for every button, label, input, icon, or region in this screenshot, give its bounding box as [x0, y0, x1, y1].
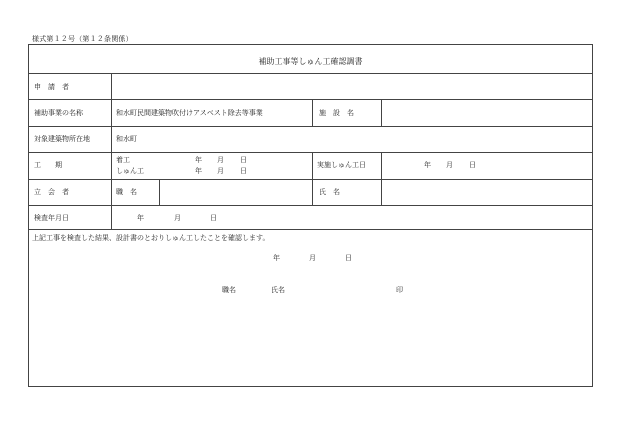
signer-name-label: 氏名 — [271, 286, 285, 294]
completion-date-label: 実施しゅん工日 — [317, 161, 366, 169]
witness-name-label: 氏 名 — [319, 188, 340, 196]
facility-name-label: 施 設 名 — [319, 109, 354, 117]
row-divider — [29, 126, 592, 127]
witness-position-label: 職 名 — [116, 188, 137, 196]
column-divider — [381, 99, 382, 126]
column-divider — [312, 152, 313, 205]
witness-position-field[interactable] — [164, 182, 308, 202]
completion-day: 日 — [469, 161, 476, 169]
confirmation-text: 上記工事を検査した結果、設計書のとおりしゅん工したことを確認します。 — [32, 234, 270, 242]
applicant-field[interactable] — [119, 76, 589, 96]
end-label: しゅん工 — [116, 167, 144, 175]
column-divider — [381, 152, 382, 205]
form-number: 様式第１２号（第１２条関係） — [32, 35, 133, 43]
confirmation-year: 年 — [273, 254, 280, 262]
row-divider — [29, 152, 592, 153]
confirmation-form — [28, 44, 593, 387]
confirmation-day: 日 — [345, 254, 352, 262]
location-label: 対象建築物所在地 — [34, 135, 90, 143]
start-year: 年 — [195, 156, 202, 164]
completion-month: 月 — [446, 161, 453, 169]
inspection-year: 年 — [137, 214, 144, 222]
column-divider — [159, 179, 160, 205]
period-label: 工 期 — [34, 161, 62, 169]
project-name-label: 補助事業の名称 — [34, 109, 83, 117]
row-divider — [29, 179, 592, 180]
inspection-date-label: 検査年月日 — [34, 214, 69, 222]
end-month: 月 — [217, 167, 224, 175]
inspection-month: 月 — [174, 214, 181, 222]
end-year: 年 — [195, 167, 202, 175]
facility-name-field[interactable] — [387, 102, 587, 122]
form-title: 補助工事等しゅん工確認調書 — [258, 57, 363, 66]
signer-position-label: 職名 — [222, 286, 236, 294]
witness-name-field[interactable] — [387, 182, 587, 202]
label-column-divider — [111, 73, 112, 229]
column-divider — [312, 99, 313, 126]
end-day: 日 — [240, 167, 247, 175]
start-label: 着工 — [116, 156, 130, 164]
confirmation-month: 月 — [309, 254, 316, 262]
applicant-label: 申 請 者 — [34, 83, 69, 91]
start-day: 日 — [240, 156, 247, 164]
completion-year: 年 — [424, 161, 431, 169]
row-divider — [29, 229, 592, 230]
inspection-day: 日 — [210, 214, 217, 222]
location-value[interactable]: 和水町 — [116, 135, 137, 143]
row-divider — [29, 99, 592, 100]
start-month: 月 — [217, 156, 224, 164]
row-divider — [29, 205, 592, 206]
witness-label: 立 会 者 — [34, 188, 69, 196]
project-name-value[interactable]: 和水町民間建築物吹付けアスベスト除去等事業 — [116, 109, 263, 117]
seal-mark: 印 — [396, 286, 403, 294]
row-divider — [29, 73, 592, 74]
